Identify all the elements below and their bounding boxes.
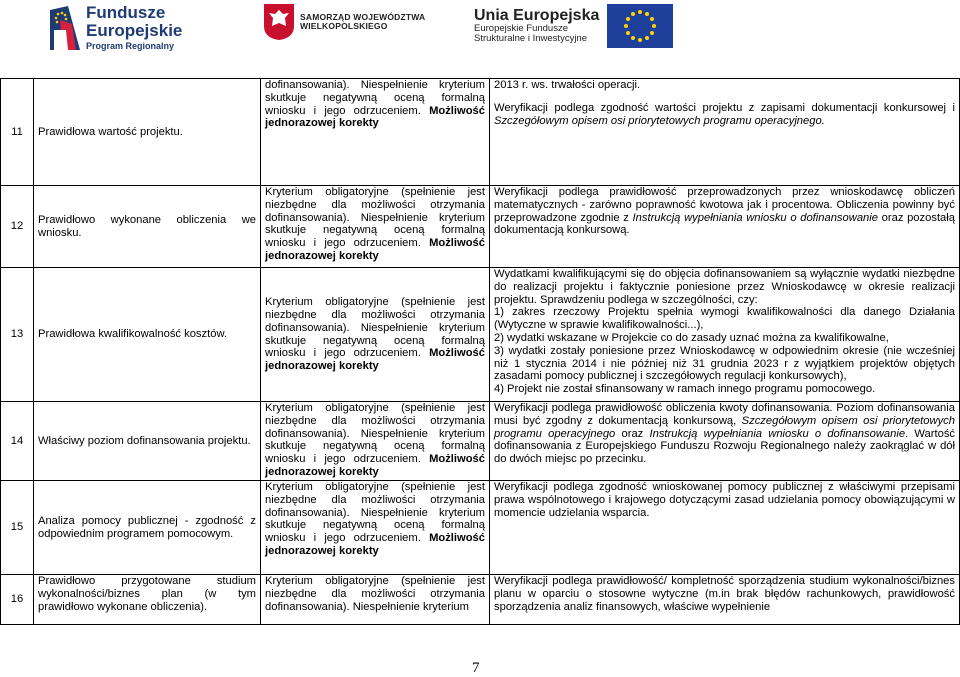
row-number: 11 bbox=[1, 79, 34, 186]
ue-logo-line2: Europejskie Fundusze bbox=[474, 23, 568, 35]
criterion-description: Weryfikacji podlega prawidłowość przeprowadzonych przez wnioskodawcę obliczeń matematycznych - zarówno poprawność kwotowa jak i procentowa. Obliczenia powinny być przeprowadzone zgodnie z Instrukcją wypełniania wniosku o dofinansowanie oraz pozostałą dokumentacją konkursową. bbox=[490, 186, 960, 268]
fe-emblem-icon bbox=[50, 6, 80, 50]
fe-logo-line3: Program Regionalny bbox=[86, 40, 175, 51]
criterion-type: Kryterium obligatoryjne (spełnienie jest niezbędne dla możliwości otrzymania dofinansowania). Niespełnienie kryterium bbox=[261, 575, 490, 625]
logo-bar bbox=[0, 0, 960, 72]
criterion-description: Weryfikacji podlega prawidłowość obliczenia kwoty dofinansowania. Poziom dofinansowania musi być zgodny z dokumentacją konkursową, Szczegółowym opisem osi priorytetowych programu operacyjnego oraz Instrukcją wypełniania wniosku o dofinansowanie. Wartość dofinansowania z Europejskiego Funduszu Rozwoju Regionalnego należy zaokrąglać w dół do dwóch miejsc po przecinku. bbox=[490, 402, 960, 481]
table-row bbox=[1, 268, 960, 402]
table-row bbox=[1, 186, 960, 268]
samorzad-logo bbox=[264, 4, 425, 40]
criterion-description: Wydatkami kwalifikującymi się do objęcia dofinansowaniem są wyłącznie wydatki niezbędne do realizacji projektu i faktycznie poniesione przez Wnioskodawcę w okresie realizacji projektu. Sprawdzeniu podlega w szczególności, czy: 1) zakres rzeczowy Projektu spełnia wymogi kwalifikowalności dla danego Działania (Wytyczne w sprawie kwalifikowalności...), 2) wydatki wskazane w Projekcie co do zasady uznać można za kwalifikowalne, 3) wydatki zostały poniesione przez Wnioskodawcę w odpowiednim okresie (nie wcześniej niż 1 stycznia 2014 i nie później niż 31 grudnia 2023 r z wyjątkiem projektów objętych zasadami pomocy publicznej i szczegółowych regulacji konkursowych), 4) Projekt nie został sfinansowany w ramach innego programu pomocowego. bbox=[490, 268, 960, 402]
table-row bbox=[1, 402, 960, 481]
row-number: 15 bbox=[1, 481, 34, 575]
criterion-type bbox=[261, 79, 490, 186]
ue-logo-line3: Strukturalne i Inwestycyjne bbox=[474, 33, 587, 45]
description-fragment: 2013 r. ws. trwałości operacji. bbox=[494, 79, 641, 91]
criterion-description: Weryfikacji podlega zgodność wnioskowanej pomocy publicznej z właściwymi przepisami prawa wspólnotowego i krajowego dotyczącymi zasad udzielania pomocy obowiązującymi w momencie udzielania wsparcia. bbox=[490, 481, 960, 575]
criterion-name: Prawidłowo przygotowane studium wykonalności/biznes plan (w tym prawidłowo wykonane obliczenia). bbox=[34, 575, 261, 625]
criterion-name: Prawidłowa kwalifikowalność kosztów. bbox=[34, 268, 261, 402]
criterion-description bbox=[490, 79, 960, 186]
fundusze-europejskie-logo bbox=[50, 4, 182, 51]
fe-logo-line1: Fundusze bbox=[86, 3, 166, 22]
page-number: 7 bbox=[472, 660, 480, 676]
sw-logo-line1: SAMORZĄD WOJEWÓDZTWA bbox=[300, 12, 426, 23]
row-number: 16 bbox=[1, 575, 34, 625]
row-number: 14 bbox=[1, 402, 34, 481]
row-number: 13 bbox=[1, 268, 34, 402]
ue-logo-line1: Unia Europejska bbox=[474, 6, 600, 24]
criterion-text: dofinansowania). Niespełnienie kryterium skutkuje negatywną oceną formalną wniosku i jego odrzuceniem. bbox=[265, 79, 485, 117]
table-row bbox=[1, 481, 960, 575]
fe-logo-line2: Europejskie bbox=[86, 20, 183, 40]
criterion-name: Prawidłowa wartość projektu. bbox=[34, 79, 261, 186]
description-text: Weryfikacji podlega zgodność wartości projektu z zapisami dokumentacji konkursowej i Szczegółowym opisem osi priorytetowych programu operacyjnego. bbox=[494, 101, 955, 127]
criterion-correction: Możliwość jednorazowej korekty bbox=[265, 104, 486, 130]
sw-logo-line2: WIELKOPOLSKIEGO bbox=[300, 21, 388, 31]
criterion-type: Kryterium obligatoryjne (spełnienie jest niezbędne dla możliwości otrzymania dofinansowania). Niespełnienie kryterium skutkuje negatywną oceną formalną wniosku i jego odrzuceniem. Możliwość jednorazowej korekty bbox=[261, 268, 490, 402]
criterion-name: Właściwy poziom dofinansowania projektu. bbox=[34, 402, 261, 481]
criterion-type: Kryterium obligatoryjne (spełnienie jest niezbędne dla możliwości otrzymania dofinansowania). Niespełnienie kryterium skutkuje negatywną oceną formalną wniosku i jego odrzuceniem. Możliwość jednorazowej korekty bbox=[261, 402, 490, 481]
criterion-description: Weryfikacji podlega prawidłowość/ kompletność sporządzenia studium wykonalności/biznes planu w oparciu o stosowne wytyczne (m.in brak błędów rachunkowych, prawidłowość sporządzenia analiz finansowych, właściwe wypełnienie bbox=[490, 575, 960, 625]
row-number: 12 bbox=[1, 186, 34, 268]
table-row bbox=[1, 79, 960, 186]
criterion-type: Kryterium obligatoryjne (spełnienie jest niezbędne dla możliwości otrzymania dofinansowania). Niespełnienie kryterium skutkuje negatywną oceną formalną wniosku i jego odrzuceniem. Możliwość jednorazowej korekty bbox=[261, 186, 490, 268]
unia-europejska-logo bbox=[474, 4, 673, 48]
criteria-table bbox=[0, 78, 960, 625]
eu-flag-icon bbox=[607, 4, 673, 48]
criterion-type: Kryterium obligatoryjne (spełnienie jest niezbędne dla możliwości otrzymania dofinansowania). Niespełnienie kryterium skutkuje negatywną oceną formalną wniosku i jego odrzuceniem. Możliwość jednorazowej korekty bbox=[261, 481, 490, 575]
criterion-name: Prawidłowo wykonane obliczenia we wniosku. bbox=[34, 186, 261, 268]
criterion-name: Analiza pomocy publicznej - zgodność z odpowiednim programem pomocowym. bbox=[34, 481, 261, 575]
table-row bbox=[1, 575, 960, 625]
eagle-crest-icon bbox=[264, 4, 294, 40]
